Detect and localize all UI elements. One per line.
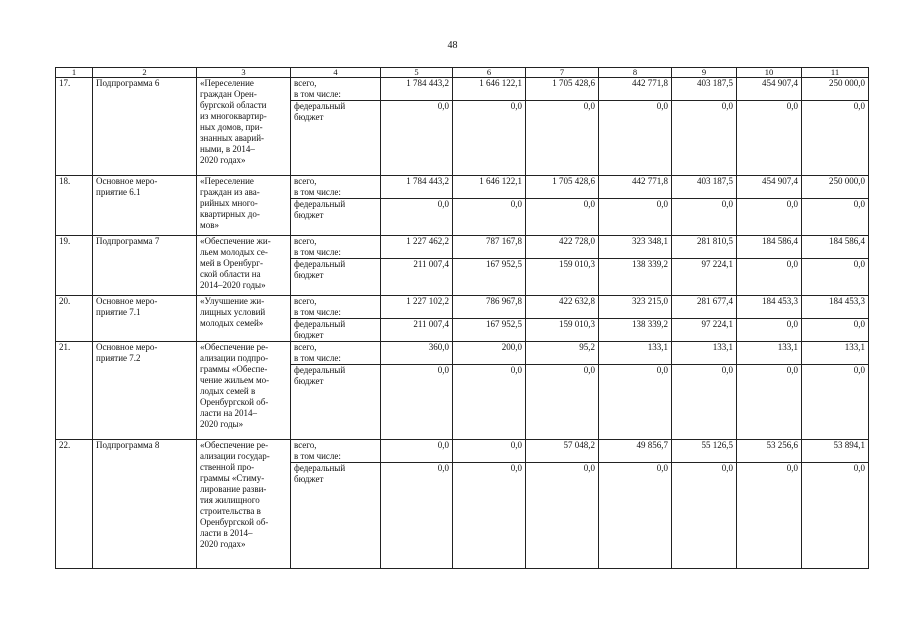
- amount-cell: 53 256,6: [737, 440, 802, 463]
- source-label: всего, в том числе:: [291, 342, 381, 365]
- item-title: «Переселение граждан Орен- бургской области из многоквартир- ных домов, при- знанных аварий- ными, в 2014– 2020 годах»: [197, 78, 291, 176]
- amount-cell: 360,0: [381, 342, 453, 365]
- amount-cell: 281 810,5: [672, 236, 737, 259]
- amount-cell: 200,0: [453, 342, 526, 365]
- table-row: [56, 78, 869, 101]
- item-name: Подпрограмма 7: [93, 236, 197, 296]
- amount-cell: 53 894,1: [802, 440, 869, 463]
- column-header: 7: [526, 68, 599, 78]
- amount-cell: 0,0: [672, 101, 737, 176]
- amount-cell: 250 000,0: [802, 78, 869, 101]
- item-name: Основное меро- приятие 7.1: [93, 296, 197, 342]
- amount-cell: 0,0: [802, 259, 869, 296]
- amount-cell: 403 187,5: [672, 176, 737, 199]
- amount-cell: 787 167,8: [453, 236, 526, 259]
- amount-cell: 0,0: [672, 365, 737, 440]
- amount-cell: 0,0: [802, 101, 869, 176]
- source-label: федеральный бюджет: [291, 365, 381, 440]
- amount-cell: 0,0: [802, 199, 869, 236]
- amount-cell: 250 000,0: [802, 176, 869, 199]
- amount-cell: 57 048,2: [526, 440, 599, 463]
- amount-cell: 133,1: [672, 342, 737, 365]
- column-header: 5: [381, 68, 453, 78]
- table-row: [56, 236, 869, 259]
- amount-cell: 0,0: [526, 199, 599, 236]
- amount-cell: 97 224,1: [672, 259, 737, 296]
- amount-cell: 0,0: [526, 101, 599, 176]
- amount-cell: 323 215,0: [599, 296, 672, 319]
- source-label: всего, в том числе:: [291, 176, 381, 199]
- amount-cell: 0,0: [737, 319, 802, 342]
- item-title: «Улучшение жи- лищных условий молодых семей»: [197, 296, 291, 342]
- amount-cell: 1 784 443,2: [381, 78, 453, 101]
- amount-cell: 0,0: [526, 365, 599, 440]
- amount-cell: 0,0: [381, 463, 453, 569]
- amount-cell: 0,0: [453, 101, 526, 176]
- amount-cell: 442 771,8: [599, 176, 672, 199]
- amount-cell: 1 227 102,2: [381, 296, 453, 319]
- amount-cell: 0,0: [737, 365, 802, 440]
- amount-cell: 184 453,3: [802, 296, 869, 319]
- amount-cell: 0,0: [802, 319, 869, 342]
- amount-cell: 0,0: [381, 199, 453, 236]
- page-number: 48: [447, 40, 458, 51]
- budget-table: [55, 67, 869, 569]
- amount-cell: 138 339,2: [599, 259, 672, 296]
- amount-cell: 0,0: [802, 463, 869, 569]
- amount-cell: 1 646 122,1: [453, 78, 526, 101]
- table-row: [56, 440, 869, 463]
- amount-cell: 133,1: [599, 342, 672, 365]
- amount-cell: 0,0: [599, 199, 672, 236]
- amount-cell: 0,0: [526, 463, 599, 569]
- row-number: 22.: [56, 440, 93, 569]
- amount-cell: 159 010,3: [526, 259, 599, 296]
- column-header: 2: [93, 68, 197, 78]
- amount-cell: 49 856,7: [599, 440, 672, 463]
- amount-cell: 0,0: [453, 365, 526, 440]
- row-number: 19.: [56, 236, 93, 296]
- amount-cell: 422 632,8: [526, 296, 599, 319]
- source-label: всего, в том числе:: [291, 236, 381, 259]
- table-row: [56, 342, 869, 365]
- amount-cell: 211 007,4: [381, 319, 453, 342]
- amount-cell: 97 224,1: [672, 319, 737, 342]
- amount-cell: 184 586,4: [802, 236, 869, 259]
- item-title: «Обеспечение жи- льем молодых се- мей в Оренбург- ской области на 2014–2020 годы»: [197, 236, 291, 296]
- amount-cell: 1 705 428,6: [526, 176, 599, 199]
- amount-cell: 442 771,8: [599, 78, 672, 101]
- column-header: 11: [802, 68, 869, 78]
- amount-cell: 0,0: [599, 365, 672, 440]
- item-title: «Обеспечение ре- ализации государ- ственной про- граммы «Стиму- лирование разви- тия жилищного строительства в Оренбургской об- ласти в 2014– 2020 годах»: [197, 440, 291, 569]
- amount-cell: 133,1: [802, 342, 869, 365]
- source-label: федеральный бюджет: [291, 199, 381, 236]
- row-number: 21.: [56, 342, 93, 440]
- amount-cell: 0,0: [737, 101, 802, 176]
- item-title: «Переселение граждан из ава- рийных много- квартирных до- мов»: [197, 176, 291, 236]
- amount-cell: 1 784 443,2: [381, 176, 453, 199]
- amount-cell: 403 187,5: [672, 78, 737, 101]
- amount-cell: 167 952,5: [453, 319, 526, 342]
- item-name: Подпрограмма 8: [93, 440, 197, 569]
- source-label: всего, в том числе:: [291, 296, 381, 319]
- source-label: федеральный бюджет: [291, 463, 381, 569]
- amount-cell: 323 348,1: [599, 236, 672, 259]
- amount-cell: 0,0: [453, 463, 526, 569]
- amount-cell: 167 952,5: [453, 259, 526, 296]
- table-row: [56, 296, 869, 319]
- amount-cell: 184 586,4: [737, 236, 802, 259]
- amount-cell: 0,0: [381, 440, 453, 463]
- amount-cell: 0,0: [672, 199, 737, 236]
- amount-cell: 1 646 122,1: [453, 176, 526, 199]
- source-label: всего, в том числе:: [291, 78, 381, 101]
- amount-cell: 0,0: [453, 199, 526, 236]
- table-row: [56, 176, 869, 199]
- item-name: Основное меро- приятие 7.2: [93, 342, 197, 440]
- amount-cell: 211 007,4: [381, 259, 453, 296]
- row-number: 20.: [56, 296, 93, 342]
- amount-cell: 281 677,4: [672, 296, 737, 319]
- source-label: федеральный бюджет: [291, 101, 381, 176]
- column-number-row: [56, 68, 869, 78]
- item-name: Основное меро- приятие 6.1: [93, 176, 197, 236]
- amount-cell: 0,0: [599, 101, 672, 176]
- source-label: всего, в том числе:: [291, 440, 381, 463]
- column-header: 3: [197, 68, 291, 78]
- column-header: 6: [453, 68, 526, 78]
- amount-cell: 454 907,4: [737, 78, 802, 101]
- amount-cell: 0,0: [737, 259, 802, 296]
- source-label: федеральный бюджет: [291, 319, 381, 342]
- amount-cell: 0,0: [737, 463, 802, 569]
- amount-cell: 0,0: [672, 463, 737, 569]
- amount-cell: 0,0: [381, 365, 453, 440]
- amount-cell: 0,0: [453, 440, 526, 463]
- amount-cell: 133,1: [737, 342, 802, 365]
- row-number: 17.: [56, 78, 93, 176]
- amount-cell: 0,0: [802, 365, 869, 440]
- amount-cell: 454 907,4: [737, 176, 802, 199]
- column-header: 1: [56, 68, 93, 78]
- column-header: 9: [672, 68, 737, 78]
- amount-cell: 138 339,2: [599, 319, 672, 342]
- amount-cell: 55 126,5: [672, 440, 737, 463]
- amount-cell: 159 010,3: [526, 319, 599, 342]
- amount-cell: 0,0: [381, 101, 453, 176]
- column-header: 8: [599, 68, 672, 78]
- source-label: федеральный бюджет: [291, 259, 381, 296]
- item-name: Подпрограмма 6: [93, 78, 197, 176]
- amount-cell: 1 227 462,2: [381, 236, 453, 259]
- amount-cell: 422 728,0: [526, 236, 599, 259]
- amount-cell: 1 705 428,6: [526, 78, 599, 101]
- column-header: 10: [737, 68, 802, 78]
- amount-cell: 95,2: [526, 342, 599, 365]
- table-body: [56, 68, 869, 569]
- amount-cell: 786 967,8: [453, 296, 526, 319]
- amount-cell: 0,0: [599, 463, 672, 569]
- item-title: «Обеспечение ре- ализации подпро- граммы «Обеспе- чение жильем мо- лодых семей в Оренбургской об- ласти на 2014– 2020 годы»: [197, 342, 291, 440]
- row-number: 18.: [56, 176, 93, 236]
- amount-cell: 0,0: [737, 199, 802, 236]
- amount-cell: 184 453,3: [737, 296, 802, 319]
- column-header: 4: [291, 68, 381, 78]
